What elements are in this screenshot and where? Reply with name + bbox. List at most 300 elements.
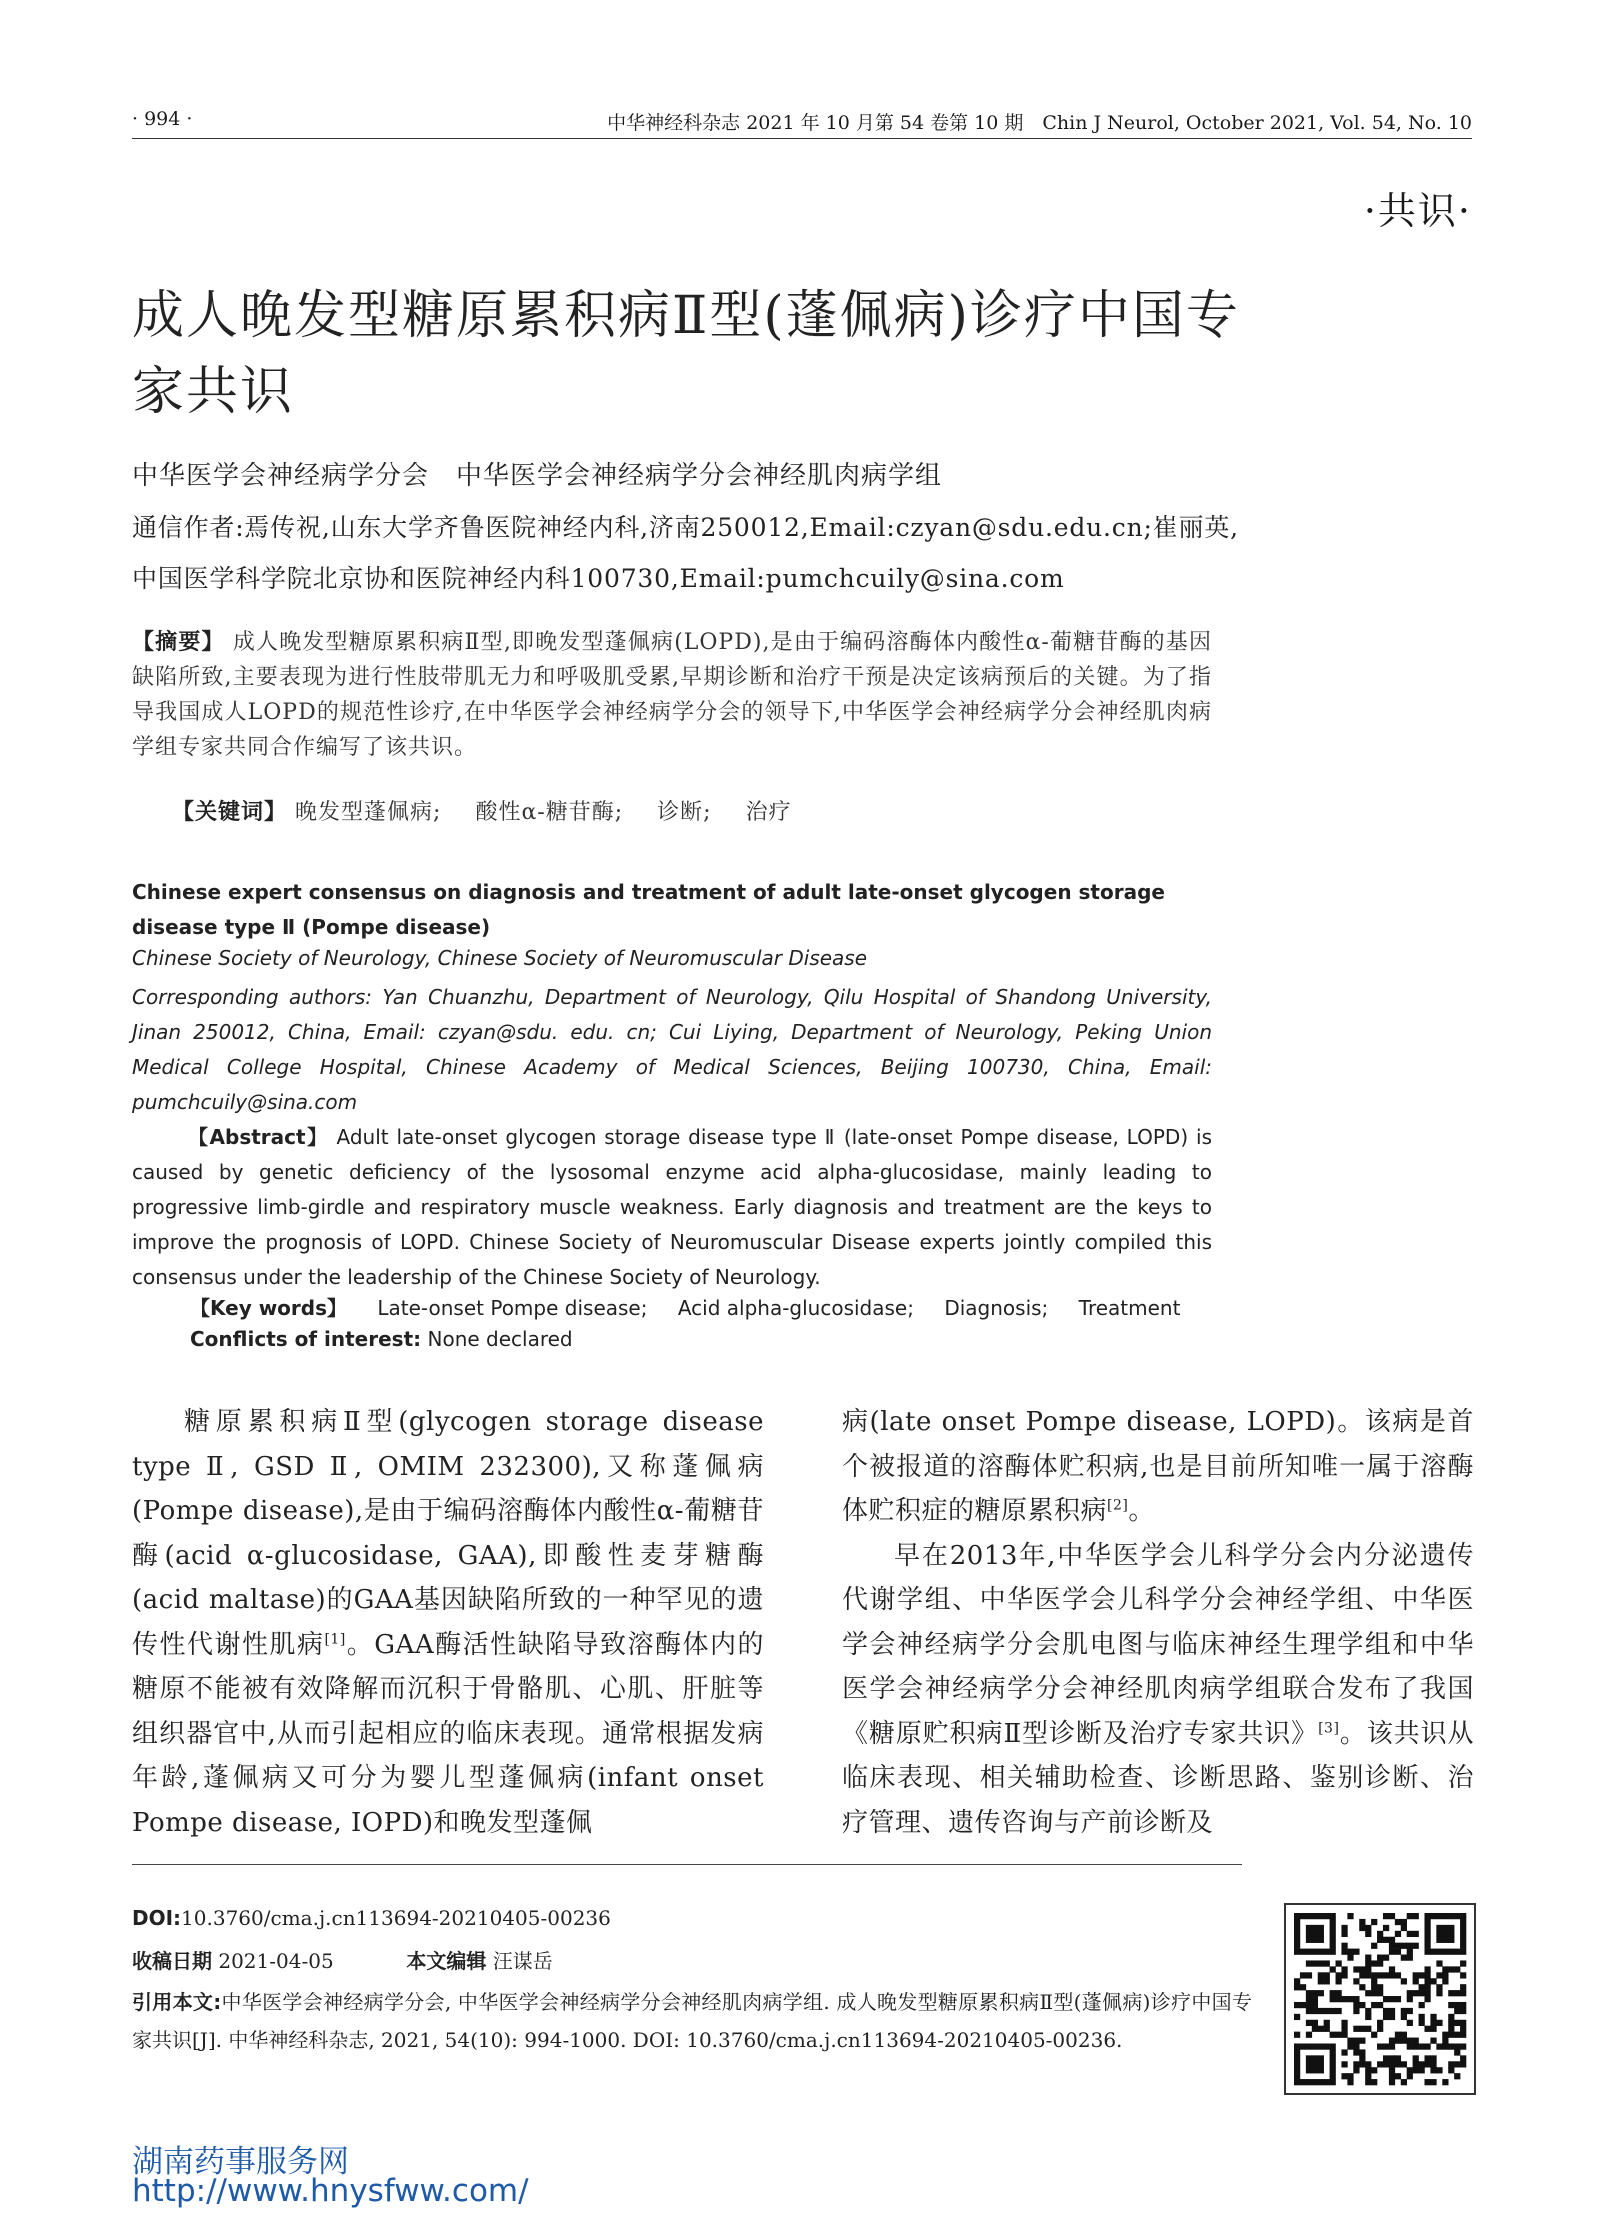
qr-module bbox=[1448, 1966, 1454, 1972]
qr-module bbox=[1407, 2020, 1413, 2026]
qr-module bbox=[1341, 2061, 1347, 2067]
qr-module bbox=[1341, 1925, 1347, 1931]
qr-module bbox=[1442, 1966, 1448, 1972]
qr-module bbox=[1413, 2055, 1419, 2061]
qr-module bbox=[1347, 2038, 1353, 2044]
qr-module bbox=[1330, 2079, 1336, 2085]
doi-label: DOI: bbox=[132, 1906, 182, 1930]
qr-module bbox=[1353, 2061, 1359, 2067]
qr-module bbox=[1460, 1913, 1466, 1919]
qr-module bbox=[1442, 2079, 1448, 2085]
qr-module bbox=[1377, 2043, 1383, 2049]
qr-module bbox=[1312, 1913, 1318, 1919]
qr-module bbox=[1318, 1949, 1324, 1955]
qr-module bbox=[1454, 1913, 1460, 1919]
qr-module bbox=[1312, 2079, 1318, 2085]
qr-module bbox=[1324, 2008, 1330, 2014]
qr-module bbox=[1460, 1960, 1466, 1966]
qr-module bbox=[1448, 1931, 1454, 1937]
qr-module bbox=[1330, 2067, 1336, 2073]
doi-link[interactable]: 10.3760/cma.j.cn113694-20210405-00236 bbox=[181, 1906, 611, 1930]
qr-module bbox=[1460, 2002, 1466, 2008]
footer-rule bbox=[132, 1864, 1242, 1865]
qr-module bbox=[1294, 1984, 1300, 1990]
qr-module bbox=[1383, 2043, 1389, 2049]
article-title: 成人晚发型糖原累积病Ⅱ型(蓬佩病)诊疗中国专家共识 bbox=[132, 286, 1240, 422]
qr-module bbox=[1371, 2067, 1377, 2073]
qr-module bbox=[1419, 2061, 1425, 2067]
qr-module bbox=[1413, 1978, 1419, 1984]
qr-module bbox=[1341, 2032, 1347, 2038]
qr-module bbox=[1442, 1931, 1448, 1937]
qr-module bbox=[1371, 1943, 1377, 1949]
qr-module bbox=[1353, 2043, 1359, 2049]
qr-module bbox=[1347, 2079, 1353, 2085]
qr-module bbox=[1341, 1966, 1347, 1972]
qr-module bbox=[1294, 2002, 1300, 2008]
qr-module bbox=[1424, 1966, 1430, 1972]
qr-module bbox=[1407, 1931, 1413, 1937]
qr-module bbox=[1424, 2026, 1430, 2032]
qr-module bbox=[1371, 1960, 1377, 1966]
qr-module bbox=[1318, 1925, 1324, 1931]
qr-module bbox=[1330, 1943, 1336, 1949]
header-rule bbox=[132, 138, 1472, 139]
qr-module bbox=[1359, 2061, 1365, 2067]
qr-module bbox=[1454, 2032, 1460, 2038]
qr-module bbox=[1448, 1949, 1454, 1955]
qr-module bbox=[1424, 1996, 1430, 2002]
qr-module bbox=[1336, 1990, 1342, 1996]
qr-module bbox=[1300, 2043, 1306, 2049]
qr-module bbox=[1324, 2026, 1330, 2032]
qr-module bbox=[1365, 1966, 1371, 1972]
qr-module bbox=[1347, 1955, 1353, 1961]
qr-module bbox=[1318, 2055, 1324, 2061]
qr-module bbox=[1294, 1925, 1300, 1931]
qr-module bbox=[1424, 1978, 1430, 1984]
qr-module bbox=[1359, 2049, 1365, 2055]
qr-module bbox=[1430, 1978, 1436, 1984]
qr-module bbox=[1318, 2026, 1324, 2032]
qr-module bbox=[1395, 1919, 1401, 1925]
qr-module bbox=[1330, 1937, 1336, 1943]
qr-module bbox=[1442, 1972, 1448, 1978]
qr-module bbox=[1460, 2032, 1466, 2038]
watermark-url[interactable]: http://www.hnysfww.com/ bbox=[132, 2173, 529, 2209]
qr-module bbox=[1371, 1990, 1377, 1996]
qr-module bbox=[1318, 2008, 1324, 2014]
qr-module bbox=[1312, 2008, 1318, 2014]
qr-module bbox=[1300, 1913, 1306, 1919]
qr-module bbox=[1389, 1996, 1395, 2002]
qr-module bbox=[1306, 1990, 1312, 1996]
qr-module bbox=[1460, 1972, 1466, 1978]
cite-label: 引用本文: bbox=[132, 1990, 222, 2014]
qr-module bbox=[1365, 2061, 1371, 2067]
qr-module bbox=[1448, 2020, 1454, 2026]
english-keywords-label: 【Key words】 bbox=[190, 1296, 348, 1320]
qr-module bbox=[1377, 1955, 1383, 1961]
editor-name: 汪谋岳 bbox=[492, 1949, 553, 1973]
qr-module bbox=[1371, 2002, 1377, 2008]
body-paragraph: 早在2013年,中华医学会儿科学分会内分泌遗传代谢学组、中华医学会儿科学分会神经学组、中华医学会神经病学分会肌电图与临床神经生理学组和中华医学会神经病学分会神经肌肉病学组联合发布了我国《糖原贮积病Ⅱ型诊断及治疗专家共识》[3]。该共识从临床表现、相关辅助检查、诊断思路、鉴别诊断、治疗管理、遗传咨询与产前诊断及 bbox=[842, 1540, 1474, 1838]
qr-module bbox=[1330, 2043, 1336, 2049]
journal-running-header: 中华神经科杂志 2021 年 10 月第 54 卷第 10 期 Chin J Neurol, October 2021, Vol. 54, No. 10 bbox=[607, 112, 1472, 134]
qr-module bbox=[1424, 2079, 1430, 2085]
qr-module bbox=[1330, 2049, 1336, 2055]
qr-module bbox=[1341, 2073, 1347, 2079]
english-keywords bbox=[190, 1292, 1212, 1321]
qr-module bbox=[1383, 2008, 1389, 2014]
qr-module bbox=[1306, 2008, 1312, 2014]
qr-module bbox=[1300, 1949, 1306, 1955]
doi-line bbox=[132, 1906, 611, 1930]
body-column-left bbox=[132, 1400, 764, 1845]
qr-module bbox=[1389, 2061, 1395, 2067]
qr-module bbox=[1383, 1996, 1389, 2002]
qr-module bbox=[1318, 2079, 1324, 2085]
qr-module bbox=[1336, 1972, 1342, 1978]
qr-module bbox=[1306, 1925, 1312, 1931]
qr-module bbox=[1389, 2055, 1395, 2061]
qr-module bbox=[1413, 1972, 1419, 1978]
qr-module bbox=[1353, 2002, 1359, 2008]
qr-module bbox=[1436, 2020, 1442, 2026]
qr-module bbox=[1383, 2061, 1389, 2067]
qr-module bbox=[1389, 2014, 1395, 2020]
qr-module bbox=[1365, 2079, 1371, 2085]
chinese-abstract bbox=[132, 625, 1212, 765]
qr-module bbox=[1389, 2079, 1395, 2085]
qr-module bbox=[1318, 1913, 1324, 1919]
qr-module bbox=[1371, 1919, 1377, 1925]
qr-module bbox=[1395, 1949, 1401, 1955]
qr-module bbox=[1365, 1972, 1371, 1978]
qr-module bbox=[1448, 2032, 1454, 2038]
qr-module bbox=[1436, 1972, 1442, 1978]
qr-module bbox=[1460, 1943, 1466, 1949]
qr-module bbox=[1365, 1960, 1371, 1966]
qr-module bbox=[1306, 2032, 1312, 2038]
qr-module bbox=[1436, 2067, 1442, 2073]
qr-module bbox=[1395, 2055, 1401, 2061]
chinese-keywords bbox=[172, 795, 818, 826]
qr-module bbox=[1436, 1925, 1442, 1931]
qr-module bbox=[1448, 2043, 1454, 2049]
qr-module bbox=[1324, 2043, 1330, 2049]
qr-module bbox=[1395, 1972, 1401, 1978]
qr-module bbox=[1330, 1913, 1336, 1919]
qr-module bbox=[1460, 1949, 1466, 1955]
cite-text: 中华医学会神经病学分会, 中华医学会神经病学分会神经肌肉病学组. 成人晚发型糖原累积病Ⅱ型(蓬佩病)诊疗中国专家共识[J]. 中华神经科杂志, 2021, 54(10): 994-1000. DOI: 10.3760/cma.j.cn113694-20210405-00236. bbox=[132, 1990, 1252, 2052]
qr-module bbox=[1389, 2008, 1395, 2014]
qr-module bbox=[1407, 2043, 1413, 2049]
qr-module bbox=[1294, 2043, 1300, 2049]
qr-module bbox=[1341, 2049, 1347, 2055]
qr-module bbox=[1336, 2032, 1342, 2038]
citation-ref[interactable]: [1] bbox=[324, 1630, 346, 1647]
qr-module bbox=[1353, 2008, 1359, 2014]
qr-module bbox=[1436, 1984, 1442, 1990]
qr-module bbox=[1365, 1990, 1371, 1996]
qr-module bbox=[1306, 1960, 1312, 1966]
qr-module bbox=[1413, 1913, 1419, 1919]
qr-module bbox=[1401, 1943, 1407, 1949]
qr-module bbox=[1377, 2020, 1383, 2026]
qr-module bbox=[1442, 1949, 1448, 1955]
qr-module bbox=[1389, 2067, 1395, 2073]
qr-module bbox=[1341, 1972, 1347, 1978]
qr-module bbox=[1454, 2002, 1460, 2008]
qr-module bbox=[1353, 1966, 1359, 1972]
qr-module bbox=[1294, 2014, 1300, 2020]
qr-module bbox=[1300, 1984, 1306, 1990]
qr-module bbox=[1413, 1943, 1419, 1949]
qr-module bbox=[1330, 1949, 1336, 1955]
page-number: · 994 · bbox=[132, 108, 193, 130]
qr-module bbox=[1359, 1984, 1365, 1990]
qr-module bbox=[1306, 1949, 1312, 1955]
qr-module bbox=[1312, 1925, 1318, 1931]
qr-module bbox=[1442, 1978, 1448, 1984]
qr-module bbox=[1460, 1925, 1466, 1931]
qr-module bbox=[1454, 1949, 1460, 1955]
watermark-site-name: 湖南药事服务网 bbox=[132, 2144, 349, 2180]
qr-module bbox=[1371, 1984, 1377, 1990]
qr-module bbox=[1294, 2061, 1300, 2067]
qr-module bbox=[1318, 1937, 1324, 1943]
qr-module bbox=[1336, 1978, 1342, 1984]
qr-module bbox=[1324, 2020, 1330, 2026]
qr-module bbox=[1454, 1990, 1460, 1996]
qr-module bbox=[1306, 2061, 1312, 2067]
qr-module bbox=[1377, 1937, 1383, 1943]
qr-module bbox=[1377, 1972, 1383, 1978]
qr-module bbox=[1424, 1919, 1430, 1925]
qr-module bbox=[1312, 2061, 1318, 2067]
qr-module bbox=[1389, 2038, 1395, 2044]
qr-module bbox=[1401, 2014, 1407, 2020]
qr-module bbox=[1324, 1913, 1330, 1919]
qr-module bbox=[1365, 1955, 1371, 1961]
qr-module bbox=[1330, 2061, 1336, 2067]
qr-module bbox=[1413, 1990, 1419, 1996]
citation-ref[interactable]: [3] bbox=[1318, 1719, 1340, 1736]
qr-module bbox=[1330, 2055, 1336, 2061]
qr-module bbox=[1383, 1972, 1389, 1978]
qr-module bbox=[1413, 2061, 1419, 2067]
qr-module bbox=[1306, 2067, 1312, 2073]
qr-module bbox=[1324, 1972, 1330, 1978]
qr-module bbox=[1377, 1960, 1383, 1966]
qr-module bbox=[1430, 2020, 1436, 2026]
qr-module bbox=[1365, 2014, 1371, 2020]
qr-module bbox=[1448, 1925, 1454, 1931]
qr-module bbox=[1306, 2002, 1312, 2008]
qr-module bbox=[1294, 1943, 1300, 1949]
qr-module bbox=[1424, 1931, 1430, 1937]
qr-module bbox=[1353, 1996, 1359, 2002]
received-date: 2021-04-05 bbox=[218, 1949, 334, 1973]
qr-module bbox=[1424, 2043, 1430, 2049]
qr-module bbox=[1436, 1990, 1442, 1996]
qr-module bbox=[1330, 2008, 1336, 2014]
qr-module bbox=[1294, 2032, 1300, 2038]
qr-module bbox=[1401, 1978, 1407, 1984]
qr-module bbox=[1401, 1919, 1407, 1925]
qr-module bbox=[1347, 1913, 1353, 1919]
qr-module bbox=[1454, 1966, 1460, 1972]
qr-module bbox=[1318, 1990, 1324, 1996]
qr-module bbox=[1448, 1937, 1454, 1943]
qr-module bbox=[1407, 1990, 1413, 1996]
qr-module bbox=[1377, 1990, 1383, 1996]
keyword: Treatment bbox=[1078, 1296, 1181, 1320]
qr-module bbox=[1318, 2043, 1324, 2049]
qr-module bbox=[1312, 1937, 1318, 1943]
qr-module bbox=[1330, 1966, 1336, 1972]
qr-module bbox=[1330, 1996, 1336, 2002]
qr-module bbox=[1324, 2079, 1330, 2085]
qr-module bbox=[1460, 2061, 1466, 2067]
qr-module bbox=[1359, 1925, 1365, 1931]
qr-module bbox=[1377, 2026, 1383, 2032]
english-abstract-text: Adult late-onset glycogen storage disease type Ⅱ (late-onset Pompe disease, LOPD) is caused by genetic deficiency of the lysosomal enzyme acid alpha-glucosidase, mainly leading to progressive limb-girdle and respiratory muscle weakness. Early diagnosis and treatment are the keys to improve the prognosis of LOPD. Chinese Society of Neuromuscular Disease experts jointly compiled this consensus under the leadership of the Chinese Society of Neurology. bbox=[132, 1125, 1212, 1289]
qr-module bbox=[1389, 1943, 1395, 1949]
english-abstract bbox=[132, 1120, 1212, 1295]
qr-module bbox=[1389, 1949, 1395, 1955]
qr-module bbox=[1454, 2043, 1460, 2049]
body-paragraph: 病(late onset Pompe disease, LOPD)。该病是首个被报道的溶酶体贮积病,也是目前所知唯一属于溶酶体贮积症的糖原累积病[2]。 bbox=[842, 1407, 1474, 1526]
qr-module bbox=[1401, 1955, 1407, 1961]
qr-module bbox=[1442, 2043, 1448, 2049]
qr-module bbox=[1294, 2067, 1300, 2073]
qr-module bbox=[1312, 1931, 1318, 1937]
qr-module bbox=[1294, 1919, 1300, 1925]
body-paragraph: 糖原累积病Ⅱ型(glycogen storage disease type Ⅱ, GSD Ⅱ, OMIM 232300),又称蓬佩病(Pompe disease),是由于编码溶酶体内酸性α-葡糖苷酶(acid α-glucosidase, GAA),即酸性麦芽糖酶(acid maltase)的GAA基因缺陷所致的一种罕见的遗传性代谢性肌病[1]。GAA酶活性缺陷导致溶酶体内的糖原不能被有效降解而沉积于骨骼肌、心肌、肝脏等组织器官中,从而引起相应的临床表现。通常根据发病年龄,蓬佩病又可分为婴儿型蓬佩病(infant onset Pompe disease, IOPD)和晚发型蓬佩 bbox=[132, 1407, 764, 1838]
qr-module bbox=[1294, 1931, 1300, 1937]
qr-module bbox=[1442, 1913, 1448, 1919]
qr-module bbox=[1424, 1943, 1430, 1949]
qr-module bbox=[1419, 2020, 1425, 2026]
qr-module bbox=[1430, 2038, 1436, 2044]
qr-module bbox=[1341, 1949, 1347, 1955]
qr-module bbox=[1430, 2067, 1436, 2073]
qr-module bbox=[1430, 2061, 1436, 2067]
qr-module bbox=[1312, 2020, 1318, 2026]
qr-module bbox=[1407, 1949, 1413, 1955]
qr-module bbox=[1341, 1931, 1347, 1937]
qr-module bbox=[1294, 2049, 1300, 2055]
qr-module bbox=[1377, 2002, 1383, 2008]
qr-module bbox=[1419, 1984, 1425, 1990]
qr-module bbox=[1336, 1996, 1342, 2002]
qr-module bbox=[1300, 2002, 1306, 2008]
qr-module bbox=[1424, 2061, 1430, 2067]
qr-module bbox=[1436, 1913, 1442, 1919]
qr-module bbox=[1324, 1978, 1330, 1984]
qr-module bbox=[1365, 1925, 1371, 1931]
qr-module bbox=[1294, 1978, 1300, 1984]
qr-module bbox=[1430, 1949, 1436, 1955]
qr-module bbox=[1407, 1913, 1413, 1919]
qr-module bbox=[1395, 1943, 1401, 1949]
qr-module bbox=[1383, 2014, 1389, 2020]
qr-module bbox=[1401, 2032, 1407, 2038]
qr-module bbox=[1454, 2061, 1460, 2067]
qr-module bbox=[1407, 2067, 1413, 2073]
qr-module bbox=[1401, 2038, 1407, 2044]
qr-module bbox=[1353, 2049, 1359, 2055]
english-organizations: Chinese Society of Neurology, Chinese Society of Neuromuscular Disease bbox=[132, 946, 868, 970]
qr-module bbox=[1419, 2067, 1425, 2073]
qr-module bbox=[1430, 2079, 1436, 2085]
qr-module bbox=[1448, 2061, 1454, 2067]
qr-module bbox=[1448, 1990, 1454, 1996]
qr-module bbox=[1318, 1972, 1324, 1978]
qr-module bbox=[1347, 2043, 1353, 2049]
qr-module bbox=[1336, 1960, 1342, 1966]
qr-module bbox=[1359, 2002, 1365, 2008]
qr-module bbox=[1401, 2008, 1407, 2014]
qr-module bbox=[1460, 2055, 1466, 2061]
qr-module bbox=[1413, 2038, 1419, 2044]
qr-module bbox=[1436, 1960, 1442, 1966]
abstract-label: 【摘要】 bbox=[132, 630, 225, 655]
qr-module bbox=[1359, 1919, 1365, 1925]
qr-module bbox=[1389, 1966, 1395, 1972]
qr-module bbox=[1359, 2026, 1365, 2032]
qr-module bbox=[1460, 1931, 1466, 1937]
qr-module bbox=[1377, 2061, 1383, 2067]
qr-module bbox=[1407, 2008, 1413, 2014]
citation-ref[interactable]: [2] bbox=[1107, 1497, 1129, 1514]
qr-module bbox=[1306, 2020, 1312, 2026]
qr-module bbox=[1306, 1937, 1312, 1943]
qr-module bbox=[1347, 1996, 1353, 2002]
qr-module bbox=[1424, 1937, 1430, 1943]
qr-module bbox=[1330, 2073, 1336, 2079]
qr-module bbox=[1294, 2079, 1300, 2085]
english-corresponding-authors: Corresponding authors: Yan Chuanzhu, Department of Neurology, Qilu Hospital of Shandong University, Jinan 250012, China, Email: czyan@sdu. edu. cn; Cui Liying, Department of Neurology, Peking Union Medical College Hospital, Chinese Academy of Medical Sciences, Beijing 100730, China, Email: pumchcuily@sina.com bbox=[132, 985, 1212, 1114]
qr-module bbox=[1448, 2026, 1454, 2032]
qr-module bbox=[1395, 2073, 1401, 2079]
qr-module bbox=[1330, 1990, 1336, 1996]
qr-module bbox=[1460, 2020, 1466, 2026]
qr-module bbox=[1330, 1919, 1336, 1925]
qr-module bbox=[1448, 2014, 1454, 2020]
qr-module bbox=[1424, 1984, 1430, 1990]
qr-module bbox=[1330, 2032, 1336, 2038]
qr-module bbox=[1294, 1913, 1300, 1919]
qr-module bbox=[1359, 1972, 1365, 1978]
qr-module bbox=[1448, 2067, 1454, 2073]
qr-module bbox=[1430, 2026, 1436, 2032]
received-label: 收稿日期 bbox=[132, 1949, 212, 1973]
qr-module bbox=[1306, 1931, 1312, 1937]
qr-module bbox=[1294, 2073, 1300, 2079]
qr-module bbox=[1318, 1960, 1324, 1966]
qr-module bbox=[1460, 1937, 1466, 1943]
qr-module bbox=[1454, 2073, 1460, 2079]
qr-module bbox=[1419, 2002, 1425, 2008]
qr-module bbox=[1371, 1978, 1377, 1984]
qr-module bbox=[1436, 1949, 1442, 1955]
qr-module bbox=[1424, 1925, 1430, 1931]
qr-module bbox=[1306, 1996, 1312, 2002]
qr-module bbox=[1318, 1931, 1324, 1937]
